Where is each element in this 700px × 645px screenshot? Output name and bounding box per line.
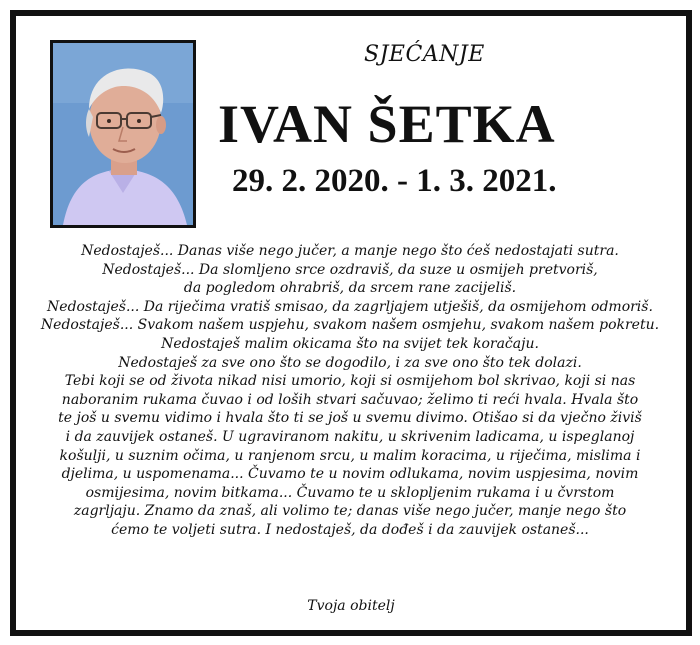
message-line: Nedostaješ... Danas više nego jučer, a manje nego što ćeš nedostajati sutra. bbox=[81, 243, 619, 259]
message-line: osmijesima, novim bitkama... Čuvamo te u sklopljenim rukama i u čvrstom bbox=[85, 484, 615, 501]
message-line: djelima, u uspomenama... Čuvamo te u novim odlukama, novim uspjesima, novim bbox=[61, 466, 639, 483]
portrait-illustration bbox=[53, 43, 193, 225]
portrait-photo bbox=[50, 40, 196, 228]
message-line: Nedostaješ malim okicama što na svijet tek koračaju. bbox=[161, 335, 539, 352]
message-line: Nedostaješ... Da slomljeno srce ozdraviš, da suze u osmijeh pretvoriš, bbox=[102, 261, 598, 278]
message-line: ćemo te voljeti sutra. I nedostaješ, da dođeš i da zauvijek ostaneš... bbox=[111, 521, 589, 538]
message-line: košulji, u suznim očima, u ranjenom srcu, u malim koracima, u riječima, mislima i bbox=[59, 447, 641, 464]
memorial-message bbox=[30, 242, 670, 540]
memorial-dates: 29. 2. 2020. - 1. 3. 2021. bbox=[232, 163, 557, 199]
message-line: naboranim rukama čuvao i od loših stvari sačuvao; želimo ti reći hvala. Hvala što bbox=[61, 391, 639, 408]
message-line: Nedostaješ... Da riječima vratiš smisao, da zagrljajem utješiš, da osmijehom odmoriš. bbox=[47, 298, 653, 315]
message-line: da pogledom ohrabriš, da srcem rane zacijeliš. bbox=[183, 280, 517, 297]
remembrance-heading: SJEĆANJE bbox=[364, 42, 485, 67]
message-line: zagrljaju. Znamo da znaš, ali volimo te; danas više nego jučer, manje nego što bbox=[73, 503, 627, 520]
message-line: Tebi koji se od života nikad nisi umorio, koji si osmijehom bol skrivao, koji si nas bbox=[64, 373, 636, 390]
family-signature: Tvoja obitelj bbox=[307, 598, 395, 614]
obituary-frame bbox=[10, 10, 692, 636]
message-line: i da zauvijek ostaneš. U ugraviranom nakitu, u skrivenim ladicama, u ispeglanoj bbox=[65, 428, 635, 445]
message-line: Nedostaješ... Svakom našem uspjehu, svakom našem osmjehu, svakom našem pokretu. bbox=[40, 317, 660, 334]
message-line: te još u svemu vidimo i hvala što ti se još u svemu divimo. Otišao si da vječno živiš bbox=[58, 410, 642, 427]
message-line: Nedostaješ za sve ono što se dogodilo, i za sve ono što tek dolazi. bbox=[118, 354, 582, 371]
deceased-name: IVAN ŠETKA bbox=[218, 94, 556, 154]
